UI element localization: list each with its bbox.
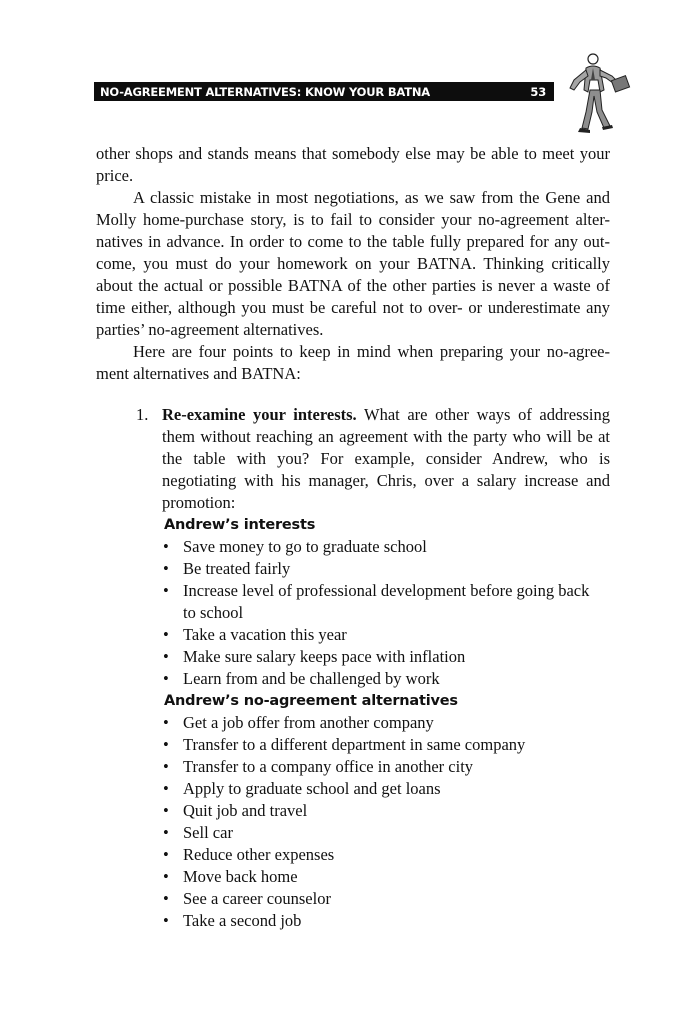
list-item: • See a career counselor [162, 888, 602, 910]
list-item-number: 1. [136, 405, 149, 424]
businessman-illustration-icon [560, 50, 640, 134]
list-item: • Learn from and be challenged by work [162, 668, 602, 690]
alternatives-list [162, 712, 602, 932]
list-item: • Save money to go to graduate school [162, 536, 602, 558]
paragraph-continuation: other shops and stands means that somebody else may be able to meet your price. [96, 144, 610, 185]
numbered-list [96, 404, 610, 932]
list-item-text: What are other ways of addressing them without reaching an agreement with the party who will be at the table with you? For example, consider Andrew, who is negotiating with his manager, Chris, over a salary increase and promotion: [162, 405, 610, 512]
header-title: NO-AGREEMENT ALTERNATIVES: KNOW YOUR BATNA [100, 84, 430, 99]
list-item: • Make sure salary keeps pace with inflation [162, 646, 602, 668]
interests-heading: Andrew’s interests [164, 517, 316, 533]
list-item-1 [96, 404, 610, 514]
interests-list [162, 536, 602, 690]
paragraph-classic-mistake: A classic mistake in most negotiations, as we saw from the Gene and Molly home-purchase story, is to fail to consider your no-agreement alter-natives in advance. In order to come to the table fully prepared for any out-come, you must do your homework on your BATNA. Thinking critically about the actual or possible BATNA of the other parties is never a waste of time either, although you must be careful not to over- or underestimate any parties’ no-agreement alternatives. [96, 188, 610, 339]
list-item: • Reduce other expenses [162, 844, 602, 866]
list-item: • Get a job offer from another company [162, 712, 602, 734]
list-item: • Apply to graduate school and get loans [162, 778, 602, 800]
body-text [96, 143, 610, 385]
alternatives-heading: Andrew’s no-agreement alternatives [164, 693, 458, 709]
list-item: • Move back home [162, 866, 602, 888]
list-item: • Take a second job [162, 910, 602, 932]
list-item: • Transfer to a different department in same company [162, 734, 602, 756]
list-item: • Take a vacation this year [162, 624, 602, 646]
paragraph-four-points: Here are four points to keep in mind when preparing your no-agree-ment alternatives and BATNA: [96, 342, 610, 383]
page-number: 53 [530, 84, 546, 99]
list-item-lead: Re-examine your interests. [162, 405, 357, 424]
list-item: • Quit job and travel [162, 800, 602, 822]
list-item: • Increase level of professional development before going back to school [162, 580, 602, 624]
list-item: • Be treated fairly [162, 558, 602, 580]
running-header [94, 82, 554, 101]
list-item: • Sell car [162, 822, 602, 844]
list-item: • Transfer to a company office in another city [162, 756, 602, 778]
